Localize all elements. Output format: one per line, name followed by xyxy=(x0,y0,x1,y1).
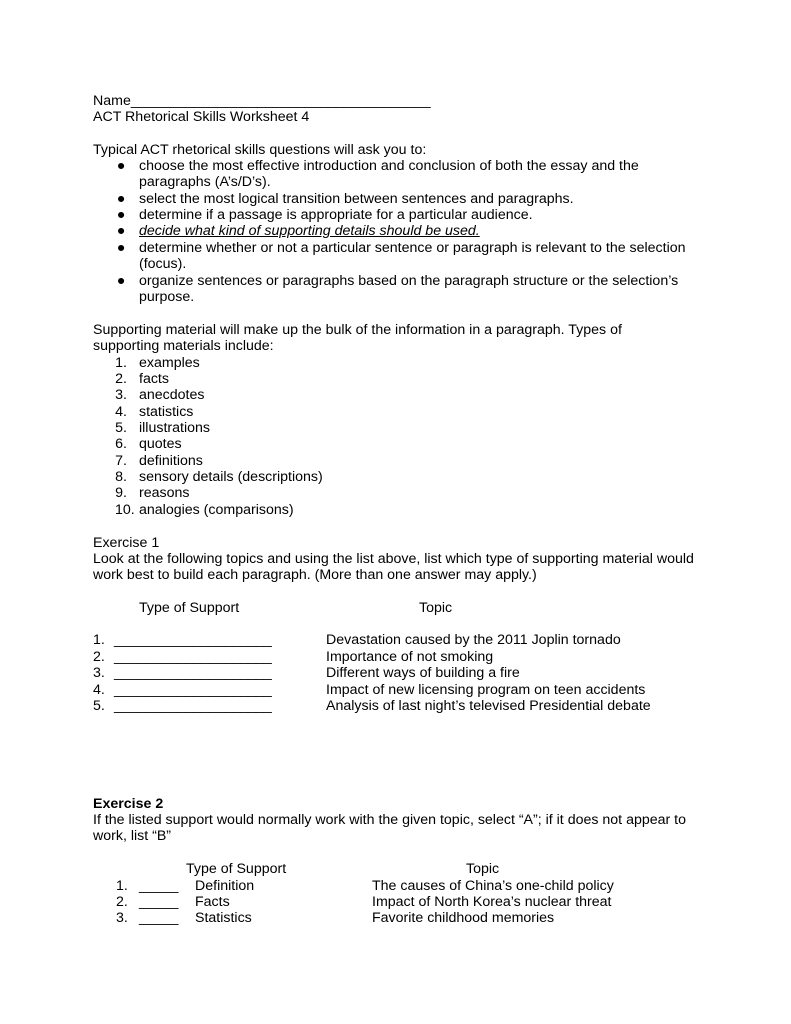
exercise-1-instructions: Look at the following topics and using the list above, list which type of supporting material would xyxy=(93,551,694,567)
list-number: 3. xyxy=(115,387,127,403)
intro-lead: Typical ACT rhetorical skills questions will ask you to: xyxy=(93,142,427,158)
bullet-icon: ● xyxy=(116,191,126,207)
list-text: statistics xyxy=(139,404,194,420)
list-number: 5. xyxy=(115,420,127,436)
bullet-text: determine if a passage is appropriate for a particular audience. xyxy=(139,207,533,223)
bullet-icon: ● xyxy=(116,158,126,174)
row-topic: Favorite childhood memories xyxy=(372,910,555,926)
bullet-text: (focus). xyxy=(139,256,187,272)
row-number: 2. xyxy=(116,894,128,910)
list-text: sensory details (descriptions) xyxy=(139,469,323,485)
exercise-1-col-topic: Topic xyxy=(419,600,453,616)
exercise-2-col-support: Type of Support xyxy=(186,861,287,877)
list-number: 9. xyxy=(115,485,127,501)
bullet-icon: ● xyxy=(116,207,126,223)
exercise-2-instructions: If the listed support would normally work with the given topic, select “A”; if it does not appear to xyxy=(93,812,687,828)
supporting-lead: supporting materials include: xyxy=(93,338,274,354)
exercise-1-title: Exercise 1 xyxy=(93,535,160,551)
row-topic: Analysis of last night’s televised Presidential debate xyxy=(326,698,651,714)
answer-blank[interactable]: _____ xyxy=(139,910,179,926)
list-text: illustrations xyxy=(139,420,210,436)
bullet-text: choose the most effective introduction and conclusion of both the essay and the xyxy=(139,158,639,174)
list-number: 7. xyxy=(115,453,127,469)
answer-blank[interactable]: _____ xyxy=(139,894,179,910)
row-support: Facts xyxy=(195,894,230,910)
row-number: 1. xyxy=(116,878,128,894)
exercise-2-col-topic: Topic xyxy=(466,861,500,877)
list-number: 10. xyxy=(115,502,135,518)
list-text: reasons xyxy=(139,485,190,501)
list-text: facts xyxy=(139,371,169,387)
bullet-text: paragraphs (A’s/D’s). xyxy=(139,174,271,190)
row-topic: Devastation caused by the 2011 Joplin tornado xyxy=(326,632,621,648)
name-field-line[interactable]: Name______________________________________ xyxy=(93,93,431,109)
answer-blank[interactable]: ____________________ xyxy=(114,632,272,648)
list-text: analogies (comparisons) xyxy=(139,502,294,518)
row-number: 5. xyxy=(93,698,105,714)
list-number: 2. xyxy=(115,371,127,387)
list-text: definitions xyxy=(139,453,203,469)
list-number: 8. xyxy=(115,469,127,485)
row-number: 3. xyxy=(93,665,105,681)
answer-blank[interactable]: _____ xyxy=(139,878,179,894)
row-support: Definition xyxy=(195,878,255,894)
row-topic: Impact of new licensing program on teen accidents xyxy=(326,682,646,698)
list-text: examples xyxy=(139,355,200,371)
exercise-1-col-support: Type of Support xyxy=(139,600,240,616)
bullet-text: organize sentences or paragraphs based on the paragraph structure or the selection’s xyxy=(139,273,679,289)
bullet-text: select the most logical transition between sentences and paragraphs. xyxy=(139,191,574,207)
answer-blank[interactable]: ____________________ xyxy=(114,682,272,698)
row-topic: Different ways of building a fire xyxy=(326,665,520,681)
answer-blank[interactable]: ____________________ xyxy=(114,665,272,681)
row-number: 4. xyxy=(93,682,105,698)
bullet-text: determine whether or not a particular sentence or paragraph is relevant to the selection xyxy=(139,240,686,256)
row-topic: The causes of China’s one-child policy xyxy=(372,878,614,894)
list-number: 1. xyxy=(115,355,127,371)
row-number: 2. xyxy=(93,649,105,665)
list-text: quotes xyxy=(139,436,182,452)
row-number: 3. xyxy=(116,910,128,926)
exercise-1-instructions: work best to build each paragraph. (More than one answer may apply.) xyxy=(93,567,537,583)
row-support: Statistics xyxy=(195,910,252,926)
row-topic: Importance of not smoking xyxy=(326,649,494,665)
row-number: 1. xyxy=(93,632,105,648)
list-number: 4. xyxy=(115,404,127,420)
bullet-text-emphasized: decide what kind of supporting details should be used. xyxy=(139,223,480,239)
supporting-lead: Supporting material will make up the bulk of the information in a paragraph. Types of xyxy=(93,322,622,338)
row-topic: Impact of North Korea’s nuclear threat xyxy=(372,894,612,910)
exercise-2-title: Exercise 2 xyxy=(93,796,164,812)
worksheet-title: ACT Rhetorical Skills Worksheet 4 xyxy=(93,109,310,125)
list-number: 6. xyxy=(115,436,127,452)
bullet-icon: ● xyxy=(116,223,126,239)
list-text: anecdotes xyxy=(139,387,205,403)
bullet-text: purpose. xyxy=(139,289,195,305)
bullet-icon: ● xyxy=(116,273,126,289)
bullet-icon: ● xyxy=(116,240,126,256)
exercise-2-instructions: work, list “B” xyxy=(93,828,172,844)
answer-blank[interactable]: ____________________ xyxy=(114,649,272,665)
answer-blank[interactable]: ____________________ xyxy=(114,698,272,714)
